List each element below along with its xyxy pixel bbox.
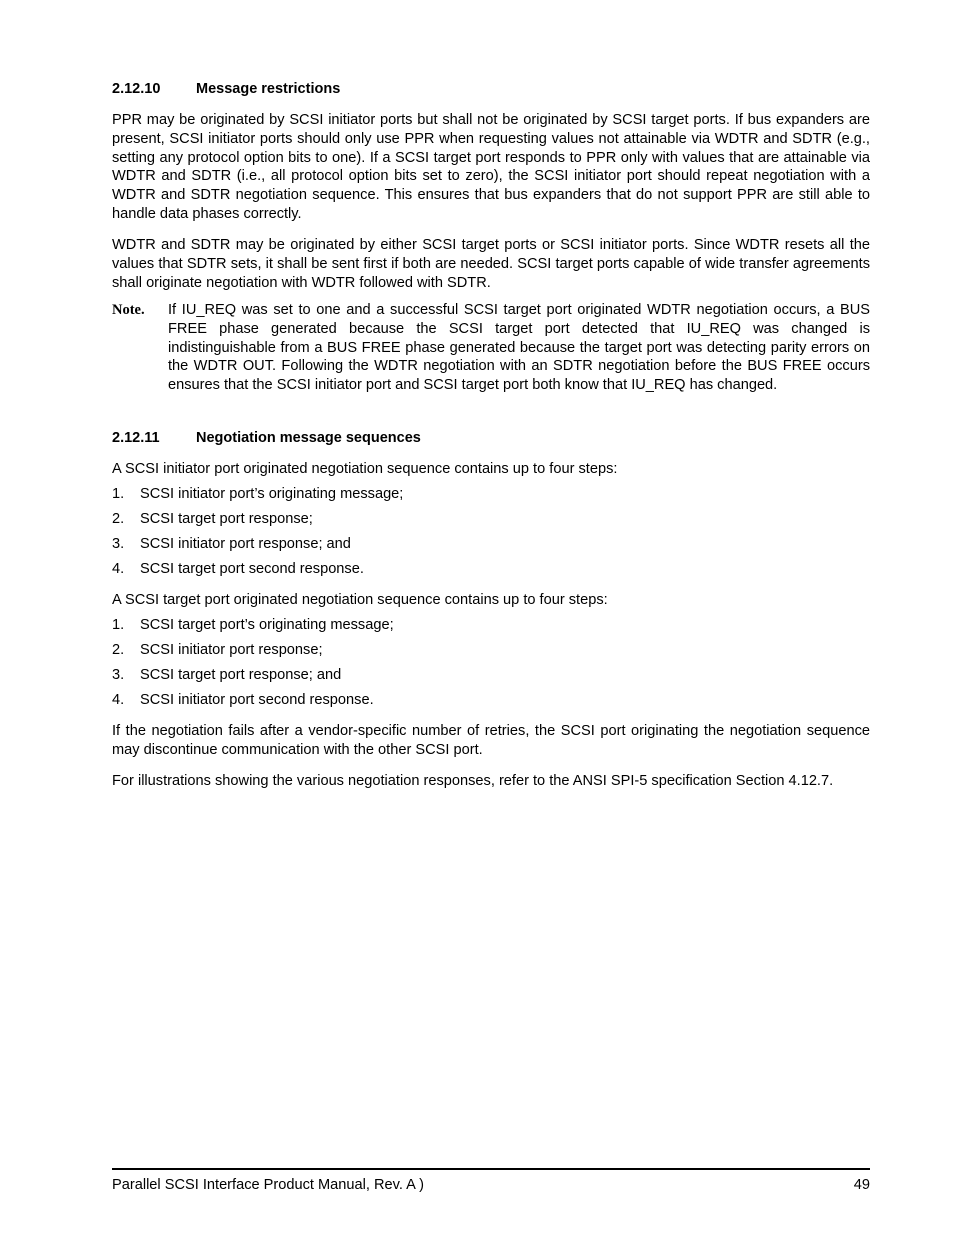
list-item — [112, 485, 403, 503]
list-item — [112, 641, 323, 659]
section-number: 2.12.11 — [112, 430, 160, 446]
section-heading-negotiation-sequences — [112, 429, 421, 447]
paragraph-negotiation-failure: If the negotiation fails after a vendor-specific number of retries, the SCSI port originating the negotiation sequence may discontinue communication with the other SCSI port. — [112, 723, 870, 758]
list-item — [112, 666, 341, 684]
list-item-text: SCSI initiator port second response. — [140, 692, 374, 708]
list-marker: 3. — [112, 667, 125, 683]
list-item-text: SCSI initiator port’s originating message; — [140, 486, 404, 502]
list-item-text: SCSI target port response; — [140, 511, 313, 527]
list-item — [112, 535, 351, 553]
list-marker: 2. — [112, 511, 125, 527]
list-item — [112, 616, 394, 634]
footer-divider — [112, 1168, 870, 1170]
list-marker: 2. — [112, 642, 125, 658]
section-heading-message-restrictions — [112, 80, 340, 98]
paragraph-ppr-origination: PPR may be originated by SCSI initiator ports but shall not be originated by SCSI target ports. If bus expanders are present, SCSI initiator ports should only use PPR when requesting values not attainable via WDTR and SDTR (e.g., setting any protocol option bits to one). If a SCSI target port responds to PPR only with values that are attainable via WDTR and SDTR (i.e., all protocol option bits set to zero), the SCSI initiator port should repeat negotiation with a WDTR and SDTR negotiation sequence. This ensures that bus expanders that do not support PPR are still able to handle data phases correctly. — [112, 112, 870, 222]
list-marker: 1. — [112, 486, 125, 502]
list-marker: 1. — [112, 617, 125, 633]
list-marker: 4. — [112, 561, 125, 577]
paragraph-target-sequence-intro: A SCSI target port originated negotiation sequence contains up to four steps: — [112, 592, 608, 608]
list-marker: 3. — [112, 536, 125, 552]
paragraph-wdtr-sdtr: WDTR and SDTR may be originated by either SCSI target ports or SCSI initiator ports. Since WDTR resets all the values that SDTR sets, it shall be sent first if both are needed. SCSI target ports capable of wide transfer agreements shall originate negotiation with WDTR followed with SDTR. — [112, 237, 870, 291]
paragraph-initiator-sequence-intro: A SCSI initiator port originated negotiation sequence contains up to four steps: — [112, 461, 618, 477]
list-item — [112, 560, 364, 578]
list-item-text: SCSI initiator port response; — [140, 642, 323, 658]
footer-document-title: Parallel SCSI Interface Product Manual, Rev. A ) — [112, 1177, 425, 1193]
list-item-text: SCSI target port response; and — [140, 667, 342, 683]
list-item-text: SCSI target port’s originating message; — [140, 617, 394, 633]
paragraph-illustrations-reference: For illustrations showing the various negotiation responses, refer to the ANSI SPI-5 specification Section 4.12.7. — [112, 773, 834, 789]
section-number: 2.12.10 — [112, 81, 161, 97]
list-item-text: SCSI target port second response. — [140, 561, 364, 577]
footer-page-number: 49 — [853, 1177, 870, 1193]
list-item — [112, 510, 313, 528]
list-item-text: SCSI initiator port response; and — [140, 536, 351, 552]
list-marker: 4. — [112, 692, 125, 708]
note-label: Note. — [112, 302, 145, 318]
section-title: Negotiation message sequences — [196, 430, 421, 446]
note-text: If IU_REQ was set to one and a successful SCSI target port originated WDTR negotiation occurs, a BUS FREE phase generated because the SCSI target port detected that IU_REQ was changed is indistinguishable from a BUS FREE phase generated because the target port was detecting parity errors on the WDTR OUT. Following the WDTR negotiation with an SDTR negotiation before the BUS FREE occurs ensures that the SCSI initiator port and SCSI target port both know that IU_REQ has changed. — [168, 302, 870, 394]
section-title: Message restrictions — [196, 81, 341, 97]
list-item — [112, 691, 374, 709]
